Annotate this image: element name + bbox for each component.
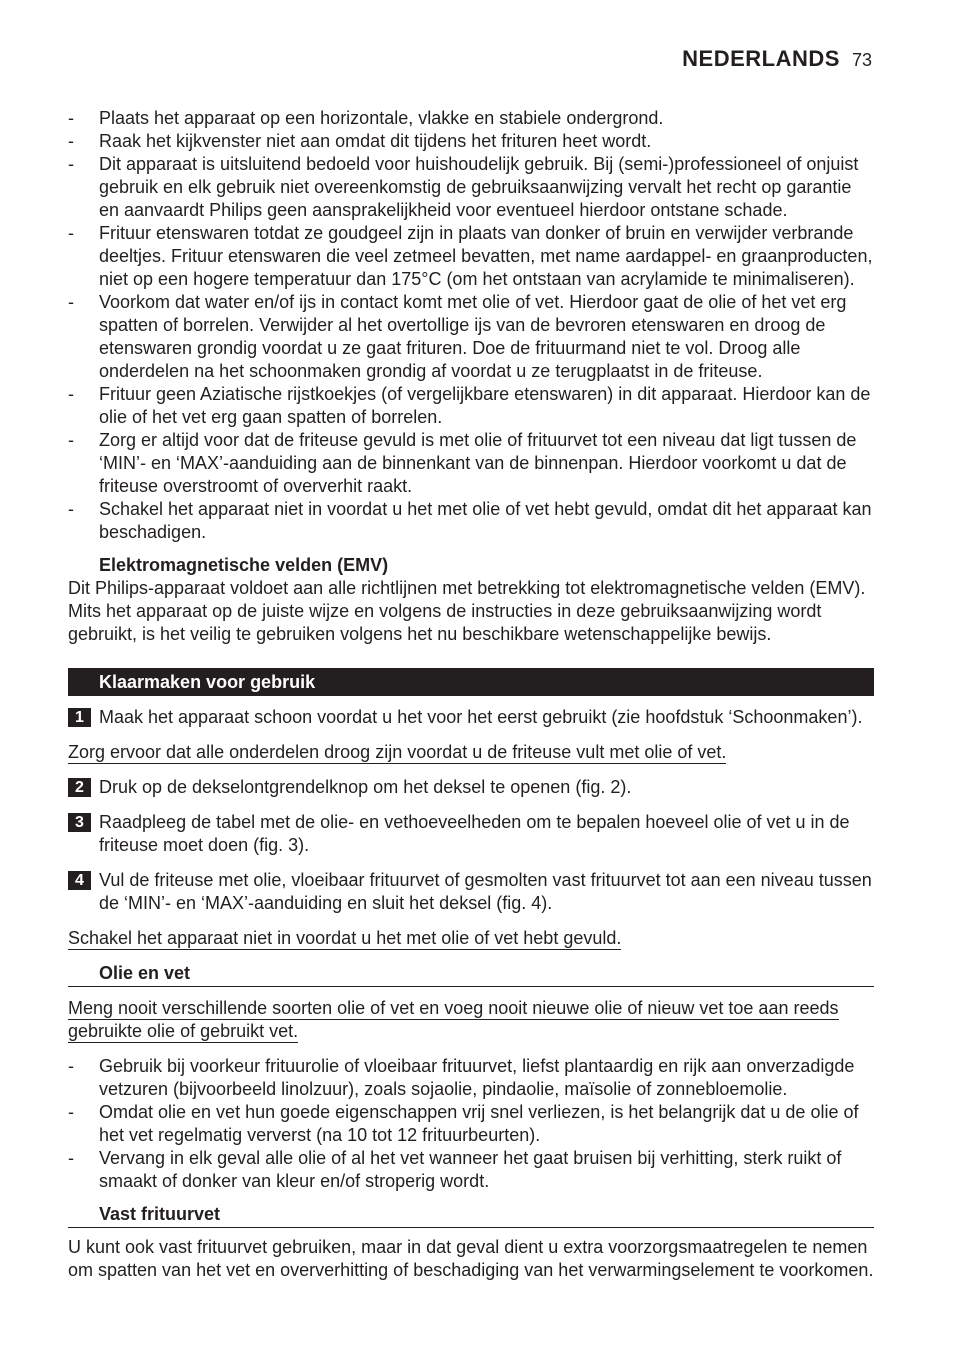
oil-bullet-list — [68, 1055, 874, 1193]
step-text: Vul de friteuse met olie, vloeibaar frituurvet of gesmolten vast frituurvet tot aan een niveau tussen de ‘MIN’- en ‘MAX’-aanduiding en sluit het deksel (fig. 4). — [99, 870, 872, 913]
step-4 — [68, 869, 874, 915]
page-content — [68, 107, 874, 1282]
list-item: - Gebruik bij voorkeur frituurolie of vloeibaar frituurvet, liefst plantaardig en rijk aan onverzadigde vetzuren (bijvoorbeeld linolzuur), zoals sojaolie, pindaolie, maïsolie of zonnebloemolie. — [68, 1056, 855, 1099]
step-text: Raadpleeg de tabel met de olie- en vethoeveelheden om te bepalen hoeveel olie of vet u in de friteuse moet doen (fig. 3). — [99, 812, 850, 855]
step-2 — [68, 776, 874, 799]
emv-text: Dit Philips-apparaat voldoet aan alle richtlijnen met betrekking tot elektromagnetische velden (EMV). Mits het apparaat op de juiste wijze en volgens de instructies in deze gebruiksaanwijzing wordt gebruikt, is het veilig te gebruiken volgens het nu beschikbare wetenschappelijke bewijs. — [68, 578, 866, 644]
list-item: - Omdat olie en vet hun goede eigenschappen vrij snel verliezen, is het belangrijk dat u de olie of het vet regelmatig ververst (na 10 tot 12 frituurbeurten). — [68, 1102, 859, 1145]
step-3 — [68, 811, 874, 857]
warning-fill-first — [68, 927, 874, 950]
list-item: - Raak het kijkvenster niet aan omdat dit tijdens het frituren heet wordt. — [68, 131, 652, 151]
warning-text: Zorg ervoor dat alle onderdelen droog zijn voordat u de friteuse vult met olie of vet. — [68, 742, 727, 762]
step-number: 4 — [68, 871, 91, 890]
step-text: Druk op de dekselontgrendelknop om het deksel te openen (fig. 2). — [99, 777, 632, 797]
list-item: - Schakel het apparaat niet in voordat u het met olie of vet hebt gevuld, omdat dit het apparaat kan beschadigen. — [68, 499, 872, 542]
step-text: Maak het apparaat schoon voordat u het voor het eerst gebruikt (zie hoofdstuk ‘Schoonmaken’). — [99, 707, 863, 727]
warning-dry-parts — [68, 741, 874, 764]
emv-heading: Elektromagnetische velden (EMV) — [99, 555, 389, 575]
solid-fat-text: U kunt ook vast frituurvet gebruiken, maar in dat geval dient u extra voorzorgsmaatregelen te nemen om spatten van het vet en oververhitting of beschadiging van het verwarmingselement te voorkomen. — [68, 1237, 874, 1280]
warning-text: Schakel het apparaat niet in voordat u het met olie of vet hebt gevuld. — [68, 928, 622, 948]
step-number: 1 — [68, 708, 91, 727]
list-item: - Vervang in elk geval alle olie of al het vet wanneer het gaat bruisen bij verhitting, sterk ruikt of smaakt of donker van kleur en/of stroperig wordt. — [68, 1148, 842, 1191]
solid-fat-heading: Vast frituurvet — [68, 1203, 874, 1228]
oil-heading: Olie en vet — [68, 962, 874, 987]
warning-mix-oil — [68, 997, 874, 1043]
step-number: 3 — [68, 813, 91, 832]
list-item: - Voorkom dat water en/of ijs in contact komt met olie of vet. Hierdoor gaat de olie of het vet erg spatten of borrelen. Verwijder al het overtollige ijs van de bevroren etenswaren en droog de etenswaren grondig voordat u ze gaat frituren. Doe de frituurmand niet te vol. Droog alle onderdelen na het schoonmaken grondig af voordat u ze terugplaatst in de friteuse. — [68, 292, 847, 381]
list-item: - Dit apparaat is uitsluitend bedoeld voor huishoudelijk gebruik. Bij (semi-)professioneel of onjuist gebruik en elk gebruik niet overeenkomstig de gebruiksaanwijzing vervalt het recht op garantie en aanvaardt Philips geen aansprakelijkheid voor eventueel hierdoor ontstane schade. — [68, 154, 859, 220]
language-label: NEDERLANDS — [682, 46, 840, 71]
warning-text: Meng nooit verschillende soorten olie of vet en voeg nooit nieuwe olie of nieuw vet toe aan reeds gebruikte olie of gebruikt vet. — [68, 998, 839, 1041]
step-number: 2 — [68, 778, 91, 797]
list-item: - Frituur etenswaren totdat ze goudgeel zijn in plaats van donker of bruin en verwijder verbrande deeltjes. Frituur etenswaren die veel zetmeel bevatten, met name aardappel- en graanproducten, niet op een hogere temperatuur dan 175°C (om het ontstaan van acrylamide te minimaliseren). — [68, 223, 873, 289]
step-1 — [68, 706, 874, 729]
safety-bullet-list — [68, 107, 874, 544]
list-item: - Frituur geen Aziatische rijstkoekjes (of vergelijkbare etenswaren) in dit apparaat. Hierdoor kan de olie of het vet erg gaan spatten of borrelen. — [68, 384, 871, 427]
list-item: - Plaats het apparaat op een horizontale, vlakke en stabiele ondergrond. — [68, 108, 664, 128]
page-header — [682, 47, 872, 72]
section-heading-prep: Klaarmaken voor gebruik — [68, 668, 874, 696]
list-item: - Zorg er altijd voor dat de friteuse gevuld is met olie of frituurvet tot een niveau dat ligt tussen de ‘MIN’- en ‘MAX’-aanduiding aan de binnenkant van de binnenpan. Hierdoor voorkomt u dat de friteuse overstroomt of oververhit raakt. — [68, 430, 857, 496]
page-number: 73 — [851, 50, 872, 70]
